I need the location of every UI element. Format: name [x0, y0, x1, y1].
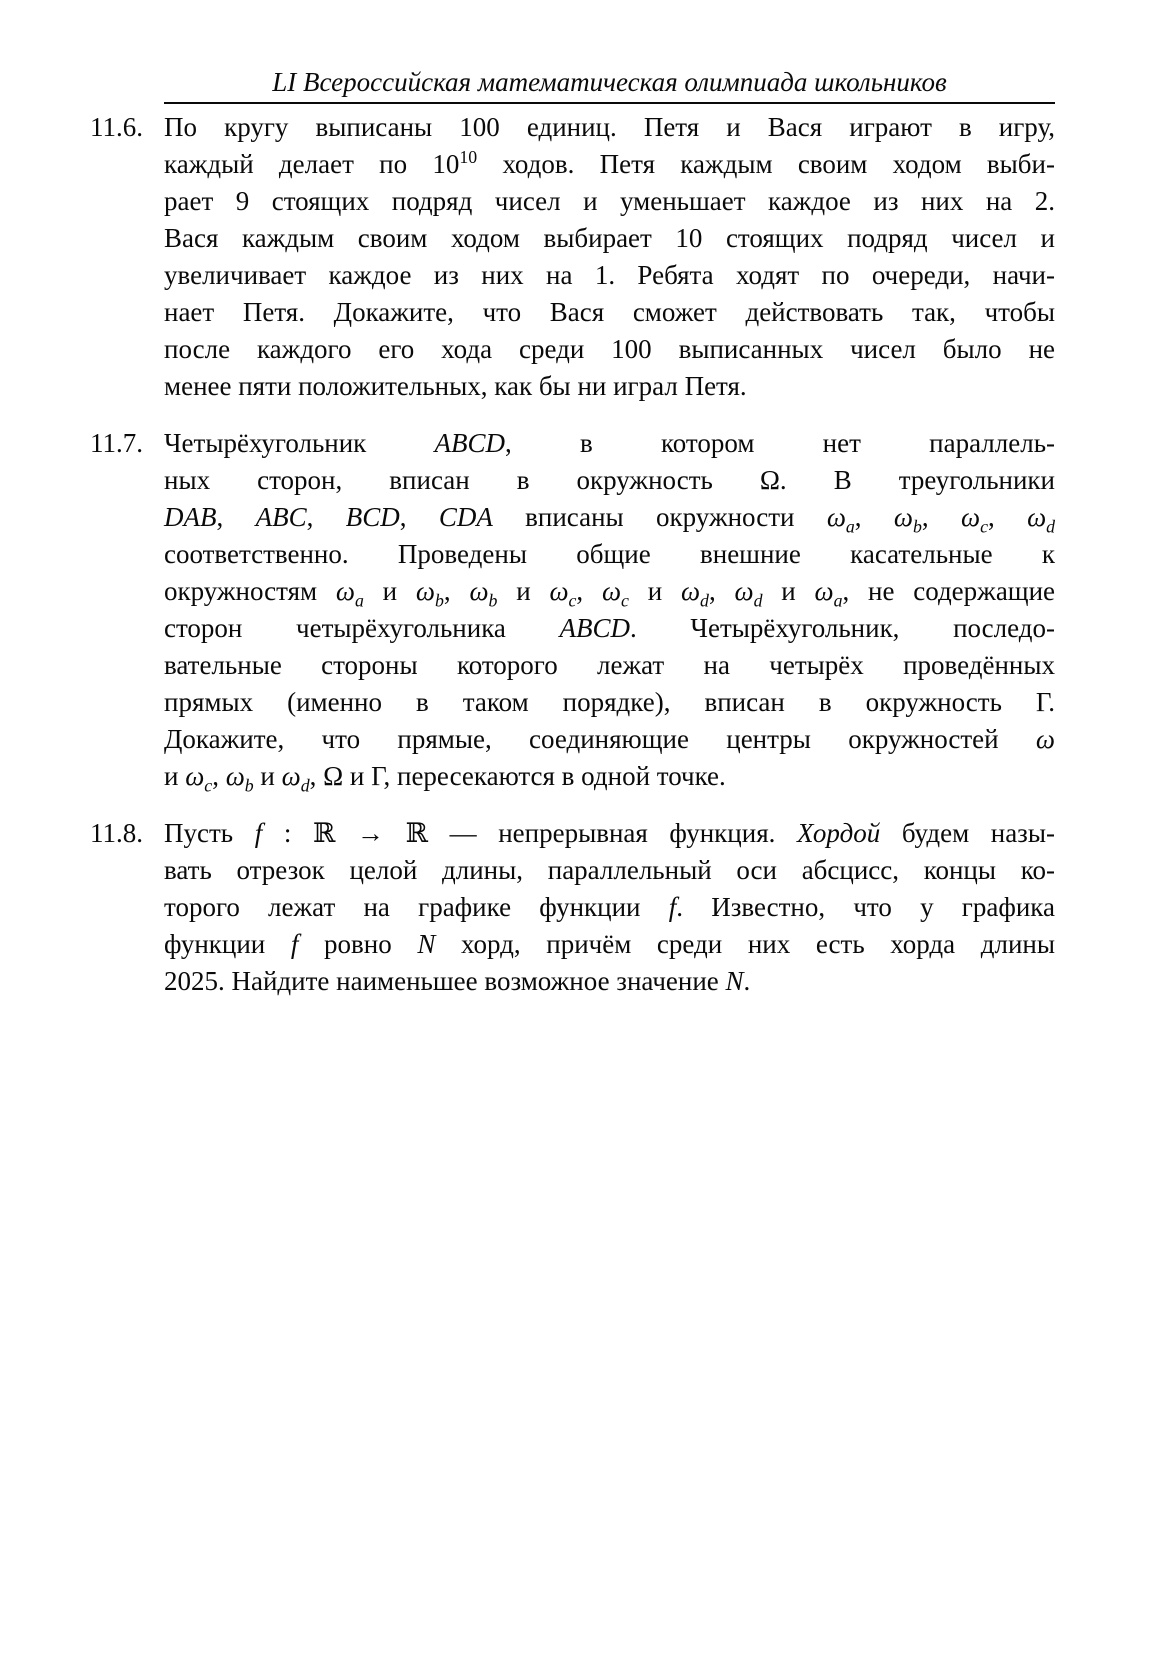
problem-body: [164, 425, 1055, 795]
text-line: рает 9 стоящих подряд чисел и уменьшает каждое из них на 2.: [164, 186, 1055, 216]
problem-number: 11.8.: [90, 818, 143, 848]
text-line: соответственно. Проведены общие внешние касательные к: [164, 539, 1055, 569]
text-line: нает Петя. Докажите, что Вася сможет действовать так, чтобы: [164, 297, 1055, 327]
problem: [90, 109, 1055, 405]
problem-number: 11.7.: [90, 428, 143, 458]
text-line: DAB, ABC, BCD, CDA вписаны окружности $\omega_a$, $\omega_b$, $\omega_c$, $\omega_d$: [164, 502, 1056, 537]
problem-number: 11.6.: [90, 112, 143, 142]
text-line: увеличивает каждое из них на 1. Ребята ходят по очереди, начи-: [164, 260, 1055, 290]
text-line: Четырёхугольник ABCD, в котором нет параллель-: [164, 428, 1055, 458]
text-line: торого лежат на графике функции f. Известно, что у графика: [164, 892, 1055, 922]
text-line: Пусть f : ℝ → ℝ — непрерывная функция. Хордой будем назы-: [164, 818, 1055, 848]
text-line: сторон четырёхугольника ABCD. Четырёхугольник, последо-: [164, 613, 1056, 643]
text-line: функции f ровно N хорд, причём среди них есть хорда длины: [164, 929, 1055, 959]
problem-body: [164, 815, 1055, 1000]
text-line: 2025. Найдите наименьшее возможное значение N.: [164, 966, 751, 996]
text-line: вательные стороны которого лежат на четырёх проведённых: [164, 650, 1055, 680]
text-line: каждый делает по $10^{10}$ ходов. Петя каждым своим ходом выби-: [164, 147, 1055, 179]
text-line: вать отрезок целой длины, параллельный оси абсцисс, концы ко-: [164, 855, 1055, 885]
text-line: Докажите, что прямые, соединяющие центры окружностей ω: [164, 724, 1055, 754]
problem-list: [0, 109, 1170, 1000]
page-header-title: LI Всероссийская математическая олимпиада школьников: [272, 67, 947, 97]
text-line: окружностям $\omega_a$ и $\omega_b$, $\omega_b$ и $\omega_c$, $\omega_c$ и $\omega_d$, $\omega_d$ и $\omega_a$, не содержащие: [164, 576, 1056, 611]
text-line: и $\omega_c$, $\omega_b$ и $\omega_d$, Ω и Γ, пересекаются в одной точке.: [164, 761, 726, 796]
text-line: прямых (именно в таком порядке), вписан в окружность Γ.: [164, 687, 1055, 717]
text-line: По кругу выписаны 100 единиц. Петя и Вася играют в игру,: [164, 112, 1055, 142]
problem-body: [164, 109, 1055, 405]
text-line: ных сторон, вписан в окружность Ω. В треугольники: [164, 465, 1055, 495]
text-line: менее пяти положительных, как бы ни играл Петя.: [164, 371, 747, 401]
text-line: после каждого его хода среди 100 выписанных чисел было не: [164, 334, 1055, 364]
problem: [90, 815, 1055, 1000]
header-rule: [164, 102, 1055, 104]
text-line: Вася каждым своим ходом выбирает 10 стоящих подряд чисел и: [164, 223, 1055, 253]
problem: [90, 425, 1055, 795]
